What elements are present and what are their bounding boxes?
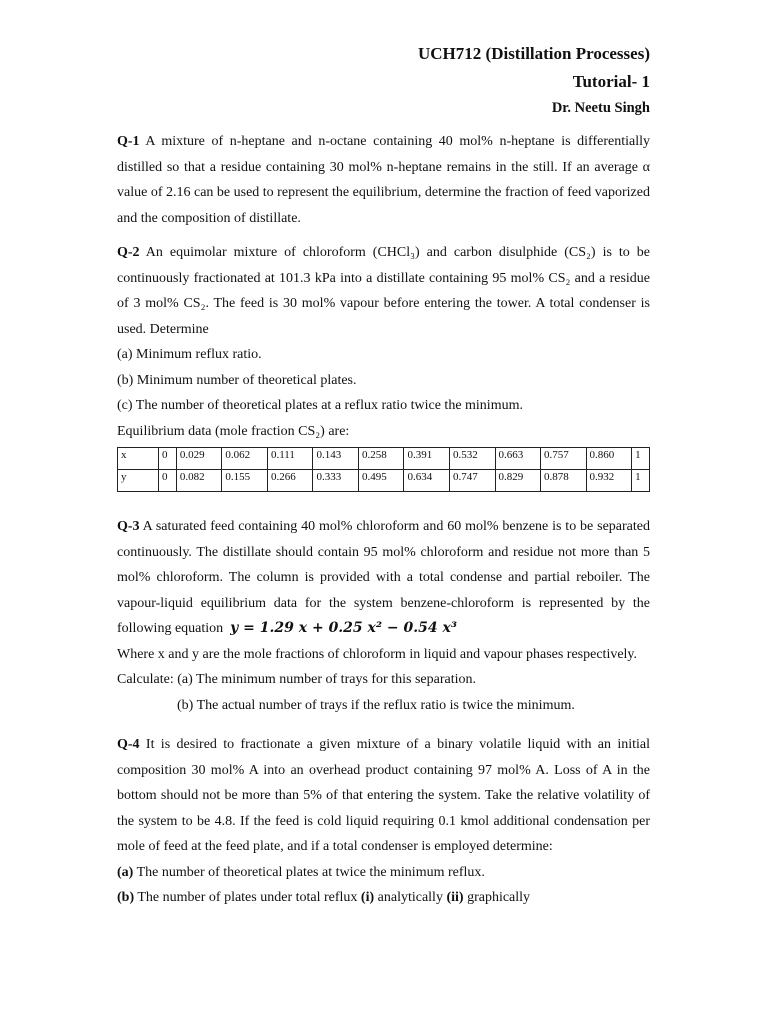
vle-equation: y = 1.29 x + 0.25 x² − 0.54 x³ [230,620,457,636]
table-cell: 0.266 [267,470,313,492]
table-cell: 0.029 [176,448,222,470]
question-1-label: Q-1 [117,134,140,149]
question-2-label: Q-2 [117,245,140,260]
table-header-y: y [118,470,159,492]
equilibrium-table [117,447,650,492]
table-cell: 0.495 [358,470,404,492]
question-3-calc-b: (b) The actual number of trays if the reflux ratio is twice the minimum. [177,697,575,713]
table-cell: 0.532 [450,448,496,470]
table-cell: 0.155 [222,470,268,492]
question-4-label: Q-4 [117,737,140,752]
question-2 [117,240,650,342]
spacer [117,492,650,514]
table-cell: 0.757 [541,448,587,470]
question-4-part-a-label: (a) [117,864,134,880]
table-cell: 0.391 [404,448,450,470]
table-cell: 0.932 [586,470,632,492]
question-4-part-a [117,860,650,886]
table-cell: 0.634 [404,470,450,492]
question-4-part-b-label: (b) [117,890,135,905]
question-4 [117,732,650,860]
table-cell: 0.062 [222,448,268,470]
question-3 [117,514,650,642]
question-4-text: It is desired to fractionate a given mixture of a binary volatile liquid with an initial composition 30 mol% A into an overhead product containing 97 mol% A. Loss of A in the bottom should not be more than 5% of that entering the system. Take the relative volatility of the system to be 4.8. If the feed is cold liquid requiring 0.1 kmol additional condensation per mole of feed at the feed plate, and if a total condenser is employed determine: [117,737,650,854]
spacer [117,718,650,732]
question-1 [117,129,650,231]
question-4-part-b-text: The number of plates under total reflux [137,890,358,905]
table-cell: 0.747 [450,470,496,492]
table-cell: 0.663 [495,448,541,470]
question-2-part-b: (b) Minimum number of theoretical plates. [117,372,357,388]
table-cell: 1 [632,448,650,470]
table-cell: 0 [159,448,177,470]
table-cell: 0 [159,470,177,492]
spacer [117,120,650,129]
question-2-part-a: (a) Minimum reflux ratio. [117,347,262,362]
question-3-label: Q-3 [117,519,140,534]
course-title: UCH712 (Distillation Processes) [418,44,650,63]
question-4-part-b-ii-text: graphically [467,890,531,905]
document-header [117,40,650,120]
question-4-part-a-text: The number of theoretical plates at twice the minimum reflux. [136,864,485,880]
table-row-x [118,448,650,470]
table-cell: 0.143 [313,448,359,470]
table-cell: 0.082 [176,470,222,492]
table-header-x: x [118,448,159,470]
question-3-calc-a: Calculate: (a) The minimum number of trays for this separation. [117,672,476,687]
question-4-part-b-i-label: (i) [360,890,375,905]
question-4-part-b-i-text: analytically [377,890,443,905]
author-name: Dr. Neetu Singh [551,100,650,116]
table-cell: 0.829 [495,470,541,492]
table-row-y [118,470,650,492]
table-cell: 0.878 [541,470,587,492]
question-3-text: A saturated feed containing 40 mol% chloroform and 60 mol% benzene is to be separated continuously. The distillate should contain 95 mol% chloroform and residue not more than 5 mol% chloroform. The column is provided with a total condense and partial reboiler. The vapour-liquid equilibrium data for the system benzene-chloroform is represented by the following equation [117,519,650,636]
table-cell: 0.860 [586,448,632,470]
table-cell: 1 [632,470,650,492]
spacer [117,231,650,240]
question-2-text: An equimolar mixture of chloroform (CHCl₃) and carbon disulphide (CS₂) is to be continuously fractionated at 101.3 kPa into a distillate containing 95 mol% CS₂ and a residue of 3 mol% CS₂. The feed is 30 mol% vapour before entering the tower. A total condenser is used. Determine [117,245,650,337]
question-3-where: Where x and y are the mole fractions of chloroform in liquid and vapour phases respectively. [117,646,638,662]
question-1-text: A mixture of n-heptane and n-octane containing 40 mol% n-heptane is differentially distilled so that a residue containing 30 mol% n-heptane remains in the still. If an average α value of 2.16 can be used to represent the equilibrium, determine the fraction of feed vaporized and the composition of distillate. [117,134,650,226]
tutorial-title: Tutorial- 1 [572,72,650,91]
table-cell: 0.258 [358,448,404,470]
equilibrium-caption: Equilibrium data (mole fraction CS₂) are: [117,423,350,439]
table-cell: 0.111 [267,448,313,470]
question-2-part-c: (c) The number of theoretical plates at a reflux ratio twice the minimum. [117,398,523,413]
question-4-part-b [117,885,650,911]
table-cell: 0.333 [313,470,359,492]
question-4-part-b-ii-label: (ii) [446,890,464,905]
